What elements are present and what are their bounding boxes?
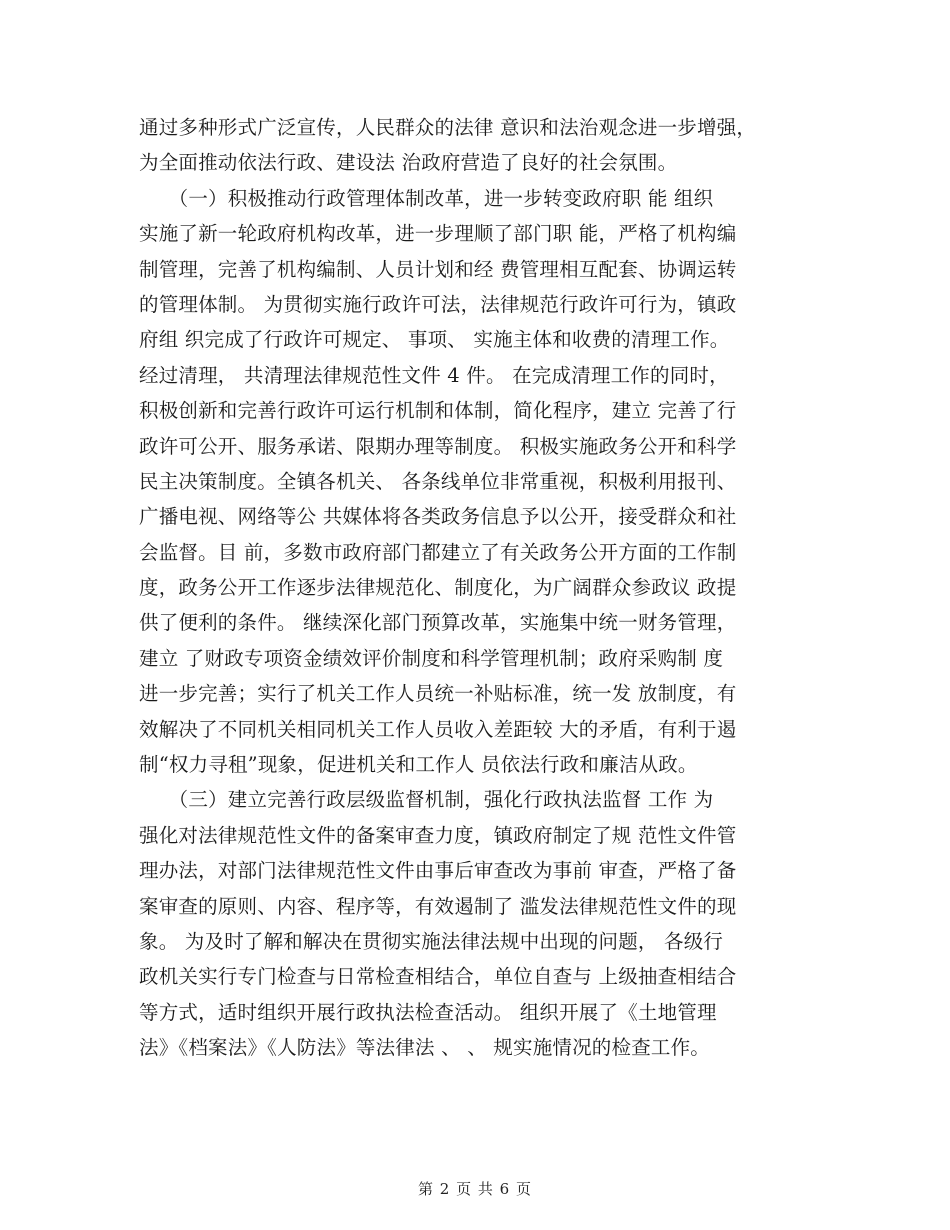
text-line: 制“权力寻租”现象，促进机关和工作人 员依法行政和廉洁从政。 <box>139 753 698 777</box>
text-line: 建立 了财政专项资金绩效评价制度和科学管理机制；政府采购制 度 <box>139 646 724 670</box>
text-line: 为全面推动依法行政、建设法 治政府营造了良好的社会氛围。 <box>139 151 678 175</box>
text-line: 广播电视、网络等公 共媒体将各类政务信息予以公开，接受群众和社 <box>139 505 737 529</box>
text-line: 等方式，适时组织开展行政执法检查活动。 组织开展了《土地管理 <box>139 1000 717 1024</box>
text-line: 的管理体制。 为贯彻实施行政许可法，法律规范行政许可行为，镇政 <box>139 292 737 316</box>
text-line: 案审查的原则、内容、程序等，有效遏制了 滥发法律规范性文件的现 <box>139 894 737 918</box>
text-line: （一）积极推动行政管理体制改革，进一步转变政府职 能 组织 <box>139 186 714 210</box>
text-line: 进一步完善；实行了机关工作人员统一补贴标准，统一发 放制度，有 <box>139 682 737 706</box>
text-line: 法》《档案法》《人防法》等法律法 、 、 规实施情况的检查工作。 <box>139 1036 710 1060</box>
text-line: 度，政务公开工作逐步法律规范化、制度化，为广阔群众参政议 政提 <box>139 576 737 600</box>
page-number-footer: 第 2 页 共 6 页 <box>418 1180 532 1198</box>
text-line: 理办法，对部门法律规范性文件由事后审查改为事前 审查，严格了备 <box>139 859 737 883</box>
text-line: 实施了新一轮政府机构改革，进一步理顺了部门职 能，严格了机构编 <box>139 222 737 246</box>
text-line: 府组 织完成了行政许可规定、 事项、 实施主体和收费的清理工作。 <box>139 328 730 352</box>
text-line: 民主决策制度。全镇各机关、 各条线单位非常重视，积极利用报刊、 <box>139 469 737 493</box>
text-line: 政许可公开、服务承诺、限期办理等制度。 积极实施政务公开和科学 <box>139 434 737 458</box>
text-line: （三）建立完善行政层级监督机制，强化行政执法监督 工作 为 <box>139 788 714 812</box>
text-line: 会监督。目 前，多数市政府部门都建立了有关政务公开方面的工作制 <box>139 540 737 564</box>
text-line: 强化对法律规范性文件的备案审查力度，镇政府制定了规 范性文件管 <box>139 823 737 847</box>
document-body <box>139 110 819 1066</box>
text-line: 供了便利的条件。 继续深化部门预算改革，实施集中统一财务管理， <box>139 611 737 635</box>
text-line: 象。 为及时了解和解决在贯彻实施法律法规中出现的问题， 各级行 <box>139 929 724 953</box>
text-line: 通过多种形式广泛宣传，人民群众的法律 意识和法治观念进一步增强， <box>139 116 757 139</box>
text-line: 积极创新和完善行政许可运行机制和体制，简化程序，建立 完善了行 <box>139 399 737 423</box>
text-line: 政机关实行专门检查与日常检查相结合，单位自查与 上级抽查相结合 <box>139 965 737 989</box>
text-line: 效解决了不同机关相同机关工作人员收入差距较 大的矛盾，有利于遏 <box>139 717 737 741</box>
text-line: 制管理，完善了机构编制、人员计划和经 费管理相互配套、协调运转 <box>139 257 737 281</box>
text-line: 经过清理， 共清理法律规范性文件 4 件。 在完成清理工作的同时， <box>139 363 729 387</box>
